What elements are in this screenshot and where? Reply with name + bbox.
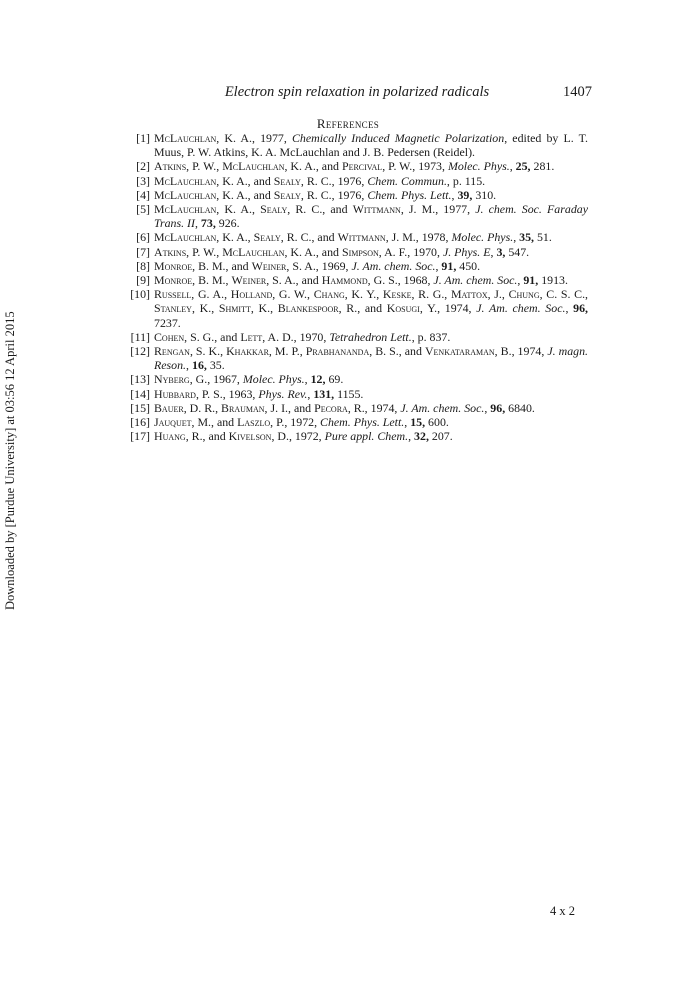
- reference-text: [154, 415, 588, 429]
- reference-text: [154, 259, 588, 273]
- author-name: Nyberg: [154, 372, 190, 387]
- volume-number: 35,: [519, 230, 535, 245]
- citation-text: 69.: [325, 372, 344, 387]
- author-name: Brauman: [221, 400, 265, 415]
- citation-text: , Y., 1974,: [419, 301, 477, 316]
- author-name: Wittmann: [337, 230, 386, 245]
- reference-item: [118, 387, 588, 401]
- references-heading: References: [316, 116, 380, 131]
- author-name: McLauchlan: [154, 202, 217, 217]
- citation-text: , G. A.,: [191, 287, 231, 302]
- reference-item: [118, 273, 588, 287]
- author-name: Pecora: [314, 400, 348, 415]
- author-name: Bauer: [154, 400, 184, 415]
- citation-text: , S. A., and: [266, 273, 322, 288]
- citation-text: ,: [404, 415, 411, 430]
- reference-number: [1]: [136, 131, 150, 145]
- reference-number: [17]: [130, 429, 150, 444]
- citation-text: ,: [435, 258, 442, 273]
- reference-item: [118, 401, 588, 415]
- author-name: Sealy: [273, 173, 301, 188]
- author-name: Blankespoor: [277, 301, 339, 316]
- reference-number: [16]: [130, 415, 150, 430]
- author-name: McLauchlan: [154, 230, 217, 245]
- citation-text: ,: [408, 429, 415, 444]
- reference-list: [118, 131, 588, 443]
- reference-text: [154, 429, 588, 443]
- citation-text: , R., and: [338, 301, 387, 316]
- volume-number: 32,: [414, 429, 429, 444]
- publication-title: Chem. Phys. Lett.: [320, 415, 405, 430]
- citation-text: , D. R.,: [183, 400, 222, 415]
- reference-text: [154, 287, 588, 330]
- reference-text: [154, 131, 588, 159]
- publication-title: J. chem. Soc. Faraday Trans. II: [154, 202, 588, 231]
- volume-number: 73,: [200, 216, 216, 231]
- reference-item: [118, 202, 588, 230]
- author-name: McLauchlan: [222, 244, 285, 259]
- citation-text: , edited by L. T. Muus, P. W. Atkins, K. A. McLauchlan and J. B. Pedersen (Reidel).: [154, 131, 588, 160]
- volume-number: 131,: [313, 386, 335, 401]
- author-name: Sealy: [253, 230, 281, 245]
- citation-text: ,: [490, 244, 497, 259]
- citation-text: , B., 1974,: [494, 344, 548, 359]
- author-name: Hubbard: [154, 386, 196, 401]
- citation-text: , K. Y.,: [344, 287, 383, 302]
- citation-text: , K.,: [250, 301, 278, 316]
- citation-text: ,: [484, 400, 491, 415]
- author-name: Wittmann: [352, 202, 401, 217]
- author-name: Lett: [240, 329, 263, 344]
- reference-number: [12]: [130, 344, 150, 359]
- citation-text: , R. G.,: [411, 287, 451, 302]
- volume-number: 91,: [523, 273, 539, 288]
- reference-number: [4]: [136, 187, 150, 202]
- volume-number: 96,: [573, 301, 589, 316]
- author-name: McLauchlan: [154, 131, 217, 145]
- publication-title: J. Am. chem. Soc.: [433, 273, 518, 288]
- citation-text: ,: [513, 230, 520, 245]
- volume-number: 3,: [496, 244, 506, 259]
- reference-item: [118, 131, 588, 159]
- citation-text: ,: [509, 159, 516, 174]
- reference-text: [154, 174, 588, 188]
- author-name: Kivelson: [228, 429, 272, 444]
- citation-text: ,: [307, 386, 314, 401]
- reference-item: [118, 429, 588, 443]
- citation-text: , B. S., and: [369, 344, 425, 359]
- citation-text: 207.: [428, 429, 453, 444]
- volume-number: 12,: [310, 372, 326, 387]
- citation-text: , B. M., and: [192, 258, 252, 273]
- author-name: Keske: [382, 287, 412, 302]
- reference-number: [6]: [136, 230, 150, 245]
- author-name: Russell: [154, 287, 192, 302]
- volume-number: 25,: [515, 159, 531, 174]
- reference-number: [15]: [130, 400, 150, 415]
- citation-text: , R. C., 1976,: [300, 173, 368, 188]
- reference-number: [10]: [130, 287, 150, 302]
- publication-title: Pure appl. Chem.: [324, 429, 409, 444]
- publication-title: Tetrahedron Lett.: [329, 329, 412, 344]
- author-name: McLauchlan: [154, 173, 217, 188]
- reference-text: [154, 245, 588, 259]
- citation-text: , G. S., 1968,: [367, 273, 434, 288]
- citation-text: , J. M., 1977,: [400, 202, 476, 217]
- author-name: Hammond: [321, 273, 368, 288]
- reference-item: [118, 230, 588, 244]
- citation-text: , P., 1972,: [270, 415, 321, 430]
- citation-text: , p. 837.: [411, 329, 451, 344]
- citation-text: , G., 1967,: [189, 372, 243, 387]
- citation-text: , C. S. C.,: [539, 287, 589, 302]
- citation-text: 310.: [472, 187, 497, 202]
- citation-text: , M., and: [191, 415, 238, 430]
- author-name: Percival: [341, 159, 383, 174]
- publication-title: J. Phys. E: [442, 244, 491, 259]
- reference-item: [118, 372, 588, 386]
- author-name: Jauquet: [154, 415, 192, 430]
- volume-number: 16,: [192, 358, 207, 373]
- author-name: Sealy: [273, 187, 301, 202]
- running-title: Electron spin relaxation in polarized radicals: [224, 84, 490, 100]
- citation-text: , K.,: [191, 301, 219, 316]
- citation-text: , G. W.,: [272, 287, 314, 302]
- reference-number: [14]: [130, 386, 150, 401]
- author-name: Chung: [508, 287, 540, 302]
- author-name: McLauchlan: [222, 159, 285, 174]
- reference-text: [154, 159, 588, 173]
- volume-number: 91,: [441, 258, 457, 273]
- citation-text: , K. A., and: [216, 187, 274, 202]
- author-name: Stanley: [154, 301, 192, 316]
- citation-text: , K. A., and: [284, 159, 342, 174]
- publication-title: Phys. Rev.: [258, 386, 308, 401]
- citation-text: ,: [451, 187, 458, 202]
- citation-text: , J. M., 1978,: [385, 230, 452, 245]
- citation-text: 1155.: [334, 386, 364, 401]
- citation-text: , J. I., and: [264, 400, 315, 415]
- reference-text: [154, 387, 588, 401]
- citation-text: , M. P.,: [268, 344, 306, 359]
- reference-item: [118, 344, 588, 372]
- author-name: Atkins: [154, 159, 187, 174]
- citation-text: ,: [186, 358, 192, 373]
- publication-title: Chem. Commun.: [367, 173, 447, 188]
- reference-number: [8]: [136, 258, 150, 273]
- author-name: Laszlo: [237, 415, 271, 430]
- reference-item: [118, 159, 588, 173]
- volume-number: 96,: [490, 400, 506, 415]
- citation-text: , R. C., 1976,: [300, 187, 368, 202]
- citation-text: 35.: [206, 358, 225, 373]
- reference-item: [118, 245, 588, 259]
- citation-text: 281.: [530, 159, 555, 174]
- citation-text: , K. A., and: [216, 173, 274, 188]
- citation-text: 1913.: [538, 273, 568, 288]
- citation-text: , K. A., 1977,: [216, 131, 292, 145]
- author-name: Rengan: [154, 344, 190, 359]
- reference-text: [154, 330, 588, 344]
- citation-text: , K. A., and: [284, 244, 342, 259]
- author-name: Chang: [313, 287, 345, 302]
- citation-text: 7237.: [154, 315, 181, 330]
- reference-item: [118, 287, 588, 330]
- author-name: Monroe: [154, 273, 193, 288]
- author-name: Khakkar: [226, 344, 269, 359]
- running-head: [118, 84, 596, 104]
- author-name: Shmitt: [218, 301, 251, 316]
- author-name: Weiner: [231, 273, 267, 288]
- volume-number: 39,: [457, 187, 473, 202]
- citation-text: , P. W.,: [186, 159, 223, 174]
- citation-text: , R., and: [185, 429, 229, 444]
- author-name: McLauchlan: [154, 187, 217, 202]
- citation-text: , P. S., 1963,: [195, 386, 259, 401]
- publication-title: Chem. Phys. Lett.: [367, 187, 452, 202]
- citation-text: , K. A.,: [216, 202, 261, 217]
- citation-text: ,: [304, 372, 311, 387]
- citation-text: 600.: [425, 415, 449, 430]
- citation-text: 450.: [456, 258, 481, 273]
- reference-item: [118, 188, 588, 202]
- citation-text: , D., 1972,: [271, 429, 325, 444]
- author-name: Sealy: [260, 202, 288, 217]
- footer-code: 4 x 2: [550, 904, 575, 918]
- author-name: Venkataraman: [424, 344, 495, 359]
- citation-text: ,: [194, 216, 201, 231]
- publication-title: Chemically Induced Magnetic Polarization: [291, 131, 505, 145]
- citation-text: , K. A.,: [216, 230, 254, 245]
- page-number: 1407: [563, 84, 592, 100]
- author-name: Kosugi: [386, 301, 420, 316]
- reference-number: [11]: [130, 329, 150, 344]
- citation-text: 926.: [215, 216, 240, 231]
- author-name: Monroe: [154, 258, 193, 273]
- download-watermark: [3, 311, 17, 611]
- citation-text: , A. F., 1970,: [378, 244, 443, 259]
- reference-number: [9]: [136, 273, 150, 288]
- citation-text: , P. W.,: [186, 244, 223, 259]
- author-name: Simpson: [341, 244, 379, 259]
- publication-title: J. Am. chem. Soc.: [400, 400, 485, 415]
- volume-number: 15,: [410, 415, 426, 430]
- reference-item: [118, 174, 588, 188]
- author-name: Mattox: [450, 287, 488, 302]
- reference-number: [7]: [136, 244, 150, 259]
- author-name: Huang: [154, 429, 186, 444]
- citation-text: , B. M.,: [192, 273, 232, 288]
- citation-text: , R., 1974,: [347, 400, 401, 415]
- author-name: Weiner: [251, 258, 287, 273]
- publication-title: Molec. Phys.: [447, 159, 510, 174]
- citation-text: ,: [565, 301, 574, 316]
- reference-item: [118, 259, 588, 273]
- author-name: Holland: [230, 287, 273, 302]
- citation-text: 547.: [505, 244, 530, 259]
- reference-text: [154, 372, 588, 386]
- citation-text: 6840.: [505, 400, 535, 415]
- author-name: Atkins: [154, 244, 187, 259]
- reference-text: [154, 401, 588, 415]
- citation-text: , p. 115.: [446, 173, 486, 188]
- reference-text: [154, 273, 588, 287]
- author-name: Prabhananda: [305, 344, 370, 359]
- reference-item: [118, 415, 588, 429]
- reference-text: [154, 202, 588, 230]
- publication-title: Molec. Phys.: [242, 372, 305, 387]
- citation-text: , R. C., and: [287, 202, 353, 217]
- reference-number: [2]: [136, 159, 150, 174]
- publication-title: J. Am. chem. Soc.: [351, 258, 436, 273]
- citation-text: , S. K.,: [189, 344, 227, 359]
- publication-title: J. Am. chem. Soc.: [476, 301, 566, 316]
- download-watermark-text: Downloaded by [Purdue University] at 03:56 12 April 2015: [3, 311, 17, 610]
- reference-number: [3]: [136, 173, 150, 188]
- author-name: Cohen: [154, 329, 185, 344]
- citation-text: , J.,: [487, 287, 509, 302]
- reference-number: [5]: [136, 202, 150, 217]
- citation-text: , R. C., and: [280, 230, 338, 245]
- publication-title: Molec. Phys.: [451, 230, 514, 245]
- reference-text: [154, 344, 588, 372]
- citation-text: ,: [517, 273, 524, 288]
- citation-text: , A. D., 1970,: [262, 329, 330, 344]
- citation-text: , P. W., 1973,: [382, 159, 448, 174]
- citation-text: , S. G., and: [184, 329, 241, 344]
- citation-text: 51.: [534, 230, 552, 245]
- reference-text: [154, 188, 588, 202]
- reference-number: [13]: [130, 372, 150, 387]
- reference-text: [154, 230, 588, 244]
- publication-title: J. magn. Reson.: [154, 344, 589, 373]
- reference-item: [118, 330, 588, 344]
- citation-text: , S. A., 1969,: [286, 258, 352, 273]
